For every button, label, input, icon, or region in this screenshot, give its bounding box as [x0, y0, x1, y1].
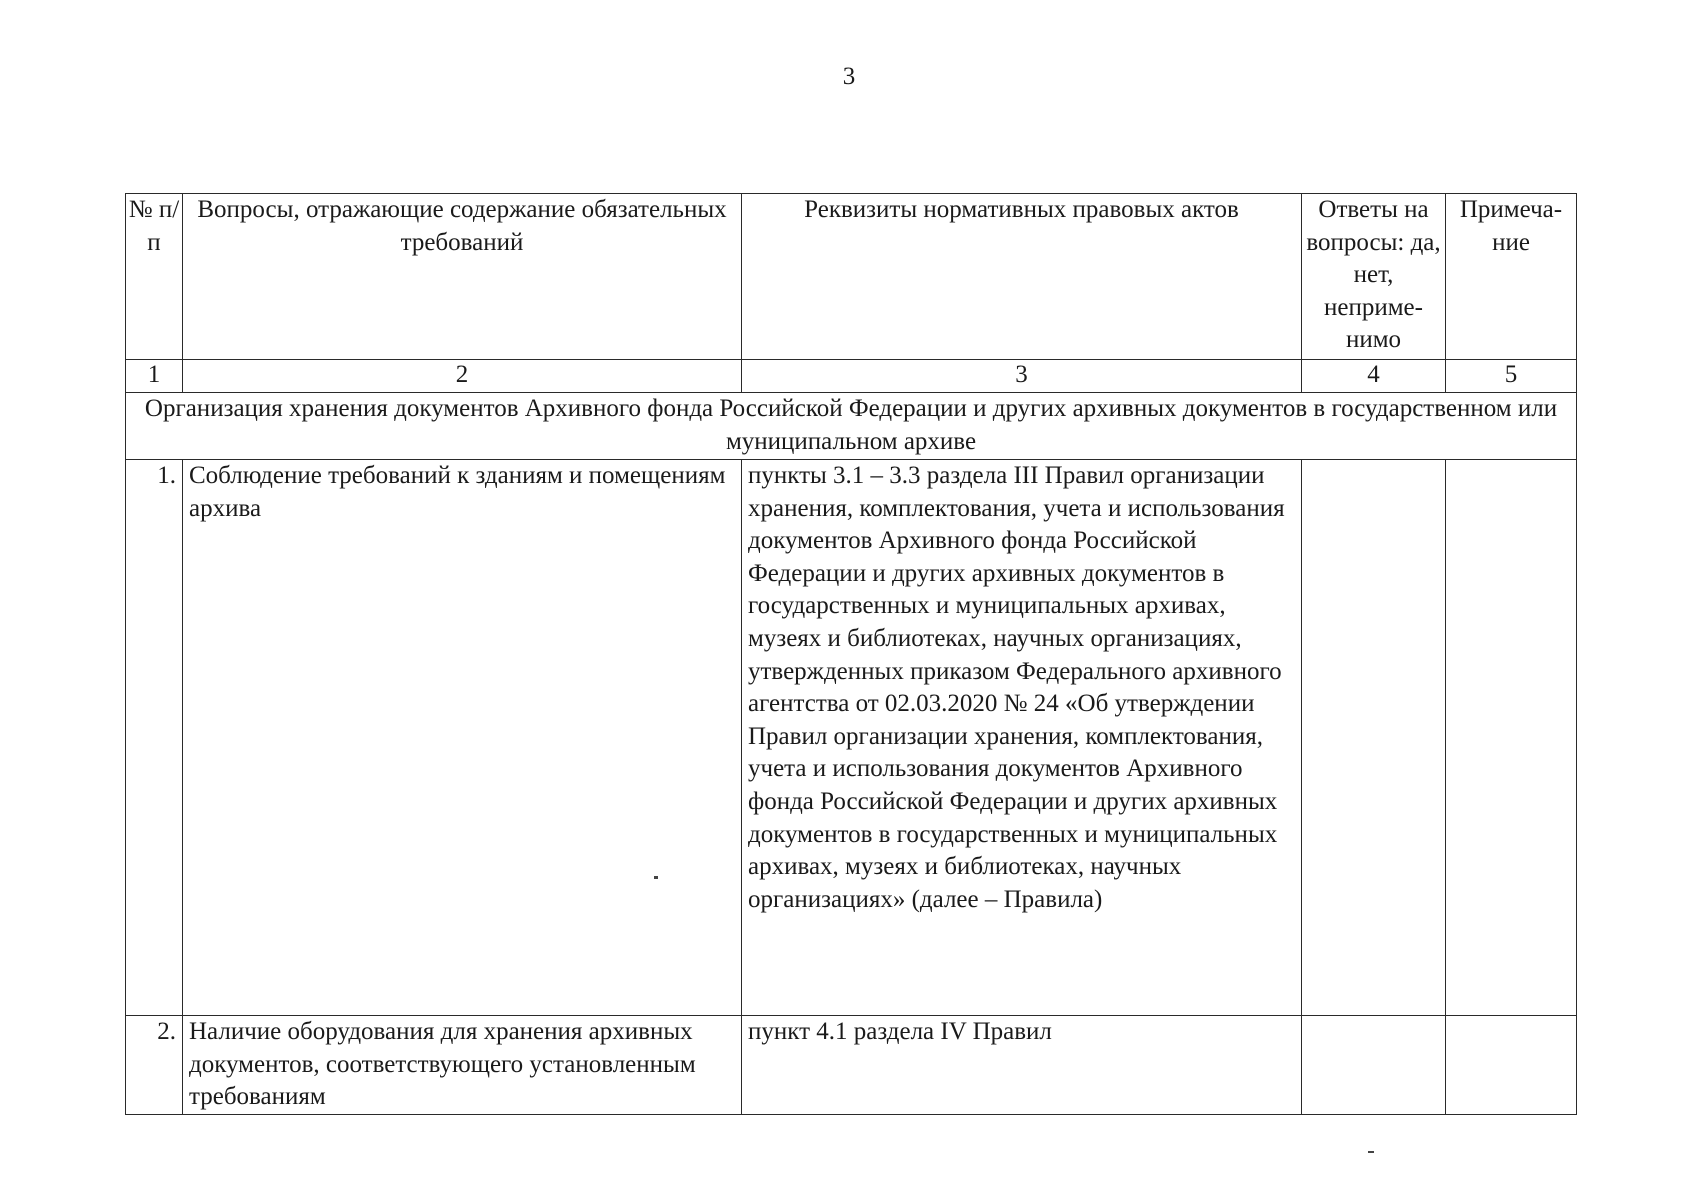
scan-speck — [654, 876, 658, 879]
header-questions: Вопросы, отражающие содержание обязательных требований — [183, 194, 742, 360]
row-question: Наличие оборудования для хранения архивных документов, соответствующего установленным требованиям — [183, 1016, 742, 1115]
page-number: 3 — [842, 63, 856, 90]
row-note — [1446, 1016, 1577, 1115]
row-reference: пункт 4.1 раздела IV Правил — [742, 1016, 1302, 1115]
row-reference: пункты 3.1 – 3.3 раздела III Правил организации хранения, комплектования, учета и использования документов Архивного фонда Российской Федерации и других архивных документов в государственных и муниципальных архивах, музеях и библиотеках, научных организациях, утвержденных приказом Федерального архивного агентства от 02.03.2020 № 24 «Об утверждении Правил организации хранения, комплектования, учета и использования документов Архивного фонда Российской Федерации и других архивных документов в государственных и муниципальных архивах, музеях и библиотеках, научных организациях» (далее – Правила) — [742, 460, 1302, 1016]
table-row — [126, 460, 1577, 1016]
column-number: 3 — [742, 360, 1302, 393]
section-title: Организация хранения документов Архивного фонда Российской Федерации и других архивных документов в государственном или муниципальном архиве — [126, 393, 1577, 460]
header-note: Примеча-ние — [1446, 194, 1577, 360]
column-number: 2 — [183, 360, 742, 393]
section-row — [126, 393, 1577, 460]
table-header-row — [126, 194, 1577, 360]
column-number: 4 — [1302, 360, 1446, 393]
column-number-row — [126, 360, 1577, 393]
row-answer — [1302, 1016, 1446, 1115]
header-number: № п/п — [126, 194, 183, 360]
row-number: 2. — [126, 1016, 183, 1115]
scan-speck — [1368, 1151, 1374, 1153]
row-question: Соблюдение требований к зданиям и помещениям архива — [183, 460, 742, 1016]
row-answer — [1302, 460, 1446, 1016]
table-row — [126, 1016, 1577, 1115]
header-references: Реквизиты нормативных правовых актов — [742, 194, 1302, 360]
column-number: 1 — [126, 360, 183, 393]
requirements-checklist-table — [125, 193, 1577, 1115]
row-note — [1446, 460, 1577, 1016]
row-number: 1. — [126, 460, 183, 1016]
header-answers: Ответы на вопросы: да, нет, неприме-нимо — [1302, 194, 1446, 360]
column-number: 5 — [1446, 360, 1577, 393]
